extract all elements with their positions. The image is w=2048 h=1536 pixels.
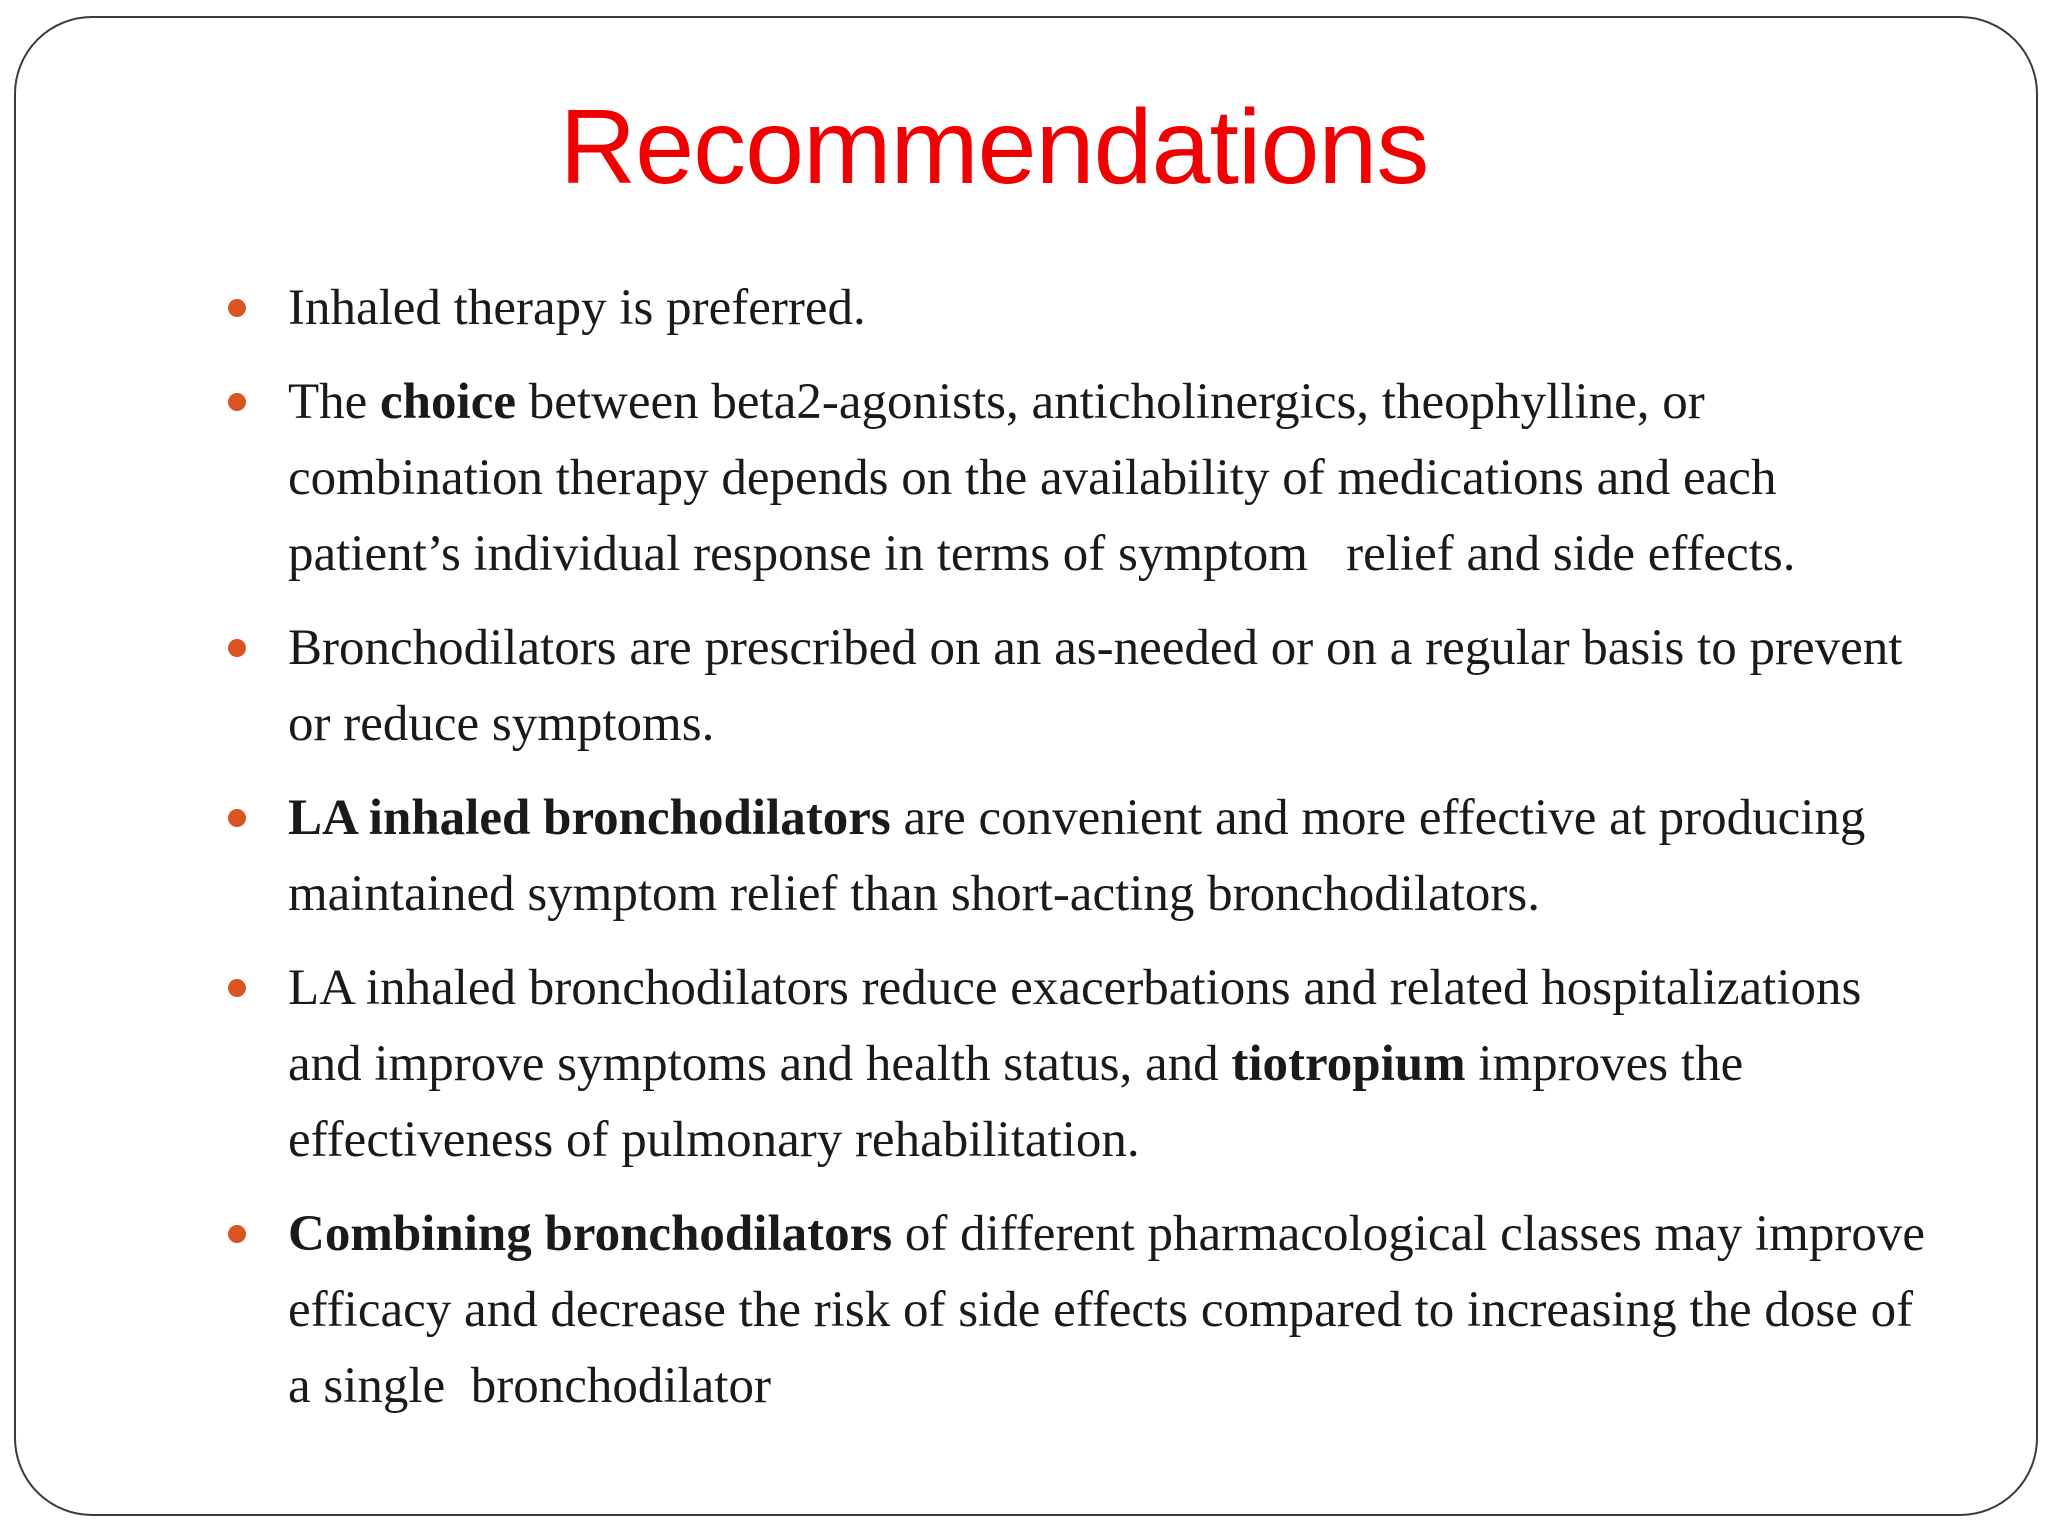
bullet-item (226, 364, 1946, 592)
bullet-item (226, 610, 1946, 762)
bullet-text-post: are convenient and more effective at producing maintained symptom relief than short-acting bronchodilators. (288, 790, 1866, 922)
bullet-dot-icon (228, 639, 246, 657)
bullet-dot-icon (228, 979, 246, 997)
bullet-text: Inhaled therapy is preferred. (288, 280, 866, 336)
bullet-text-post: improves the effectiveness of pulmonary rehabilitation. (288, 1036, 1744, 1168)
bullet-text-bold: tiotropium (1231, 1036, 1466, 1092)
bullet-item (226, 780, 1946, 932)
bullet-text-bold: choice (380, 374, 516, 430)
bullet-text-bold: Combining bronchodilators (288, 1206, 893, 1262)
bullet-dot-icon (228, 809, 246, 827)
bullet-dot-icon (228, 299, 246, 317)
bullet-dot-icon (228, 393, 246, 411)
bullet-text-pre: The (288, 374, 381, 430)
bullet-item (226, 950, 1946, 1178)
bullet-list (226, 270, 1946, 1442)
bullet-text-post: of different pharmacological classes may improve efficacy and decrease the risk of side effects compared to increasing the dose of a single bronchodilator (288, 1206, 1938, 1414)
bullet-text-post: between beta2-agonists, anticholinergics, theophylline, or combination therapy depends on the availability of medications and each patient’s individual response in terms of symptom relief and side effects. (288, 374, 1796, 582)
bullet-text-bold: LA inhaled bronchodilators (288, 790, 891, 846)
bullet-text: Bronchodilators are prescribed on an as-needed or on a regular basis to prevent or reduce symptoms. (288, 620, 1903, 752)
slide-title: Recommendations (559, 88, 1429, 206)
bullet-item (226, 270, 1946, 346)
bullet-dot-icon (228, 1225, 246, 1243)
bullet-item (226, 1196, 1946, 1424)
bullet-text-pre: LA inhaled bronchodilators reduce exacerbations and related hospitalizations and improve symptoms and health status, and (288, 960, 1862, 1092)
